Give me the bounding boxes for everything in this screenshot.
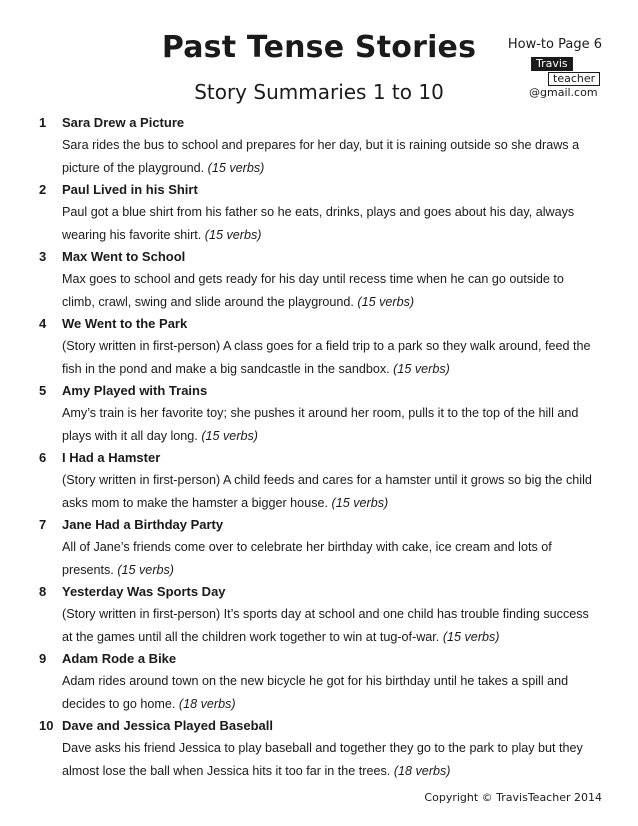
story-number: 4 — [39, 316, 47, 331]
story-title: Sara Drew a Picture — [62, 115, 185, 130]
story-number: 7 — [39, 517, 47, 532]
brand-logo — [531, 57, 601, 103]
story-summary-text: Dave asks his friend Jessica to play baseball and together they go to the park to play but they almost lose the ball when Jessica hits it too far in the trees. — [62, 741, 583, 778]
story-verb-count: (15 verbs) — [393, 361, 450, 376]
story-summary — [62, 603, 592, 648]
story-title: Max Went to School — [62, 249, 186, 264]
story-item — [0, 179, 638, 246]
story-verb-count: (15 verbs) — [201, 428, 259, 443]
story-summary — [62, 402, 592, 447]
story-list — [0, 112, 638, 782]
story-number: 1 — [39, 115, 47, 130]
story-number: 10 — [39, 718, 54, 733]
story-summary — [62, 737, 592, 782]
story-title: Yesterday Was Sports Day — [62, 584, 226, 599]
story-verb-count: (18 verbs) — [393, 763, 451, 778]
story-summary — [62, 536, 592, 581]
story-title: Amy Played with Trains — [62, 383, 208, 398]
brand-line-email: @gmail.com — [529, 86, 598, 99]
copyright-notice: Copyright © TravisTeacher 2014 — [424, 791, 602, 804]
story-item — [0, 581, 638, 648]
page-title: Past Tense Stories — [161, 30, 477, 65]
story-summary — [62, 201, 592, 246]
story-item — [0, 715, 638, 782]
story-title: We Went to the Park — [62, 316, 188, 331]
story-title: Adam Rode a Bike — [62, 651, 177, 666]
story-item — [0, 447, 638, 514]
story-number: 3 — [39, 249, 47, 264]
brand-line-travis: Travis — [531, 57, 573, 71]
story-summary-text: Adam rides around town on the new bicycle he got for his birthday until he takes a spill and decides to go home. — [62, 674, 569, 711]
story-summary-text: Max goes to school and gets ready for his day until recess time when he can go outside to climb, crawl, swing and slide around the playground. — [62, 272, 564, 309]
story-verb-count: (15 verbs) — [331, 495, 389, 510]
story-title: Paul Lived in his Shirt — [62, 182, 198, 197]
story-title: I Had a Hamster — [62, 450, 161, 465]
story-verb-count: (15 verbs) — [357, 294, 415, 309]
story-number: 9 — [39, 651, 47, 666]
story-summary-text: Paul got a blue shirt from his father so he eats, drinks, plays and goes about his day, always wearing his favorite shirt. — [62, 205, 575, 242]
story-item — [0, 648, 638, 715]
story-number: 6 — [39, 450, 47, 465]
story-number: 5 — [39, 383, 47, 398]
story-item — [0, 313, 638, 380]
story-verb-count: (15 verbs) — [207, 160, 265, 175]
story-item — [0, 246, 638, 313]
story-item — [0, 112, 638, 179]
story-verb-count: (15 verbs) — [117, 562, 175, 577]
howto-page-label: How-to Page 6 — [507, 37, 602, 52]
story-item — [0, 380, 638, 447]
story-number: 8 — [39, 584, 47, 599]
story-summary-text: (Story written in first-person) A child feeds and cares for a hamster until it grows so big the child asks mom to make the hamster a bigger house. — [62, 473, 592, 510]
story-verb-count: (18 verbs) — [178, 696, 236, 711]
story-summary-text: Sara rides the bus to school and prepares for her day, but it is raining outside so she draws a picture of the playground. — [62, 138, 580, 175]
story-summary-text: (Story written in first-person) A class goes for a field trip to a park so they walk around, feed the fish in the pond and make a big sandcastle in the sandbox. — [62, 339, 591, 376]
brand-line-teacher: teacher — [548, 72, 600, 86]
story-summary-text: All of Jane’s friends come over to celebrate her birthday with cake, ice cream and lots of presents. — [62, 540, 552, 577]
story-summary — [62, 670, 592, 715]
page-subtitle: Story Summaries 1 to 10 — [194, 80, 444, 104]
story-summary — [62, 268, 592, 313]
story-summary-text: Amy’s train is her favorite toy; she pushes it around her room, pulls it to the top of the hill and plays with it all day long. — [62, 406, 579, 443]
story-summary-text: (Story written in first-person) It’s sports day at school and one child has trouble finding success at the games until all the children work together to win at tug-of-war. — [62, 607, 589, 644]
story-title: Dave and Jessica Played Baseball — [62, 718, 274, 733]
story-summary — [62, 335, 592, 380]
story-summary — [62, 134, 592, 179]
story-item — [0, 514, 638, 581]
story-summary — [62, 469, 592, 514]
story-title: Jane Had a Birthday Party — [62, 517, 224, 532]
story-verb-count: (15 verbs) — [442, 629, 500, 644]
story-number: 2 — [39, 182, 47, 197]
story-verb-count: (15 verbs) — [204, 227, 262, 242]
